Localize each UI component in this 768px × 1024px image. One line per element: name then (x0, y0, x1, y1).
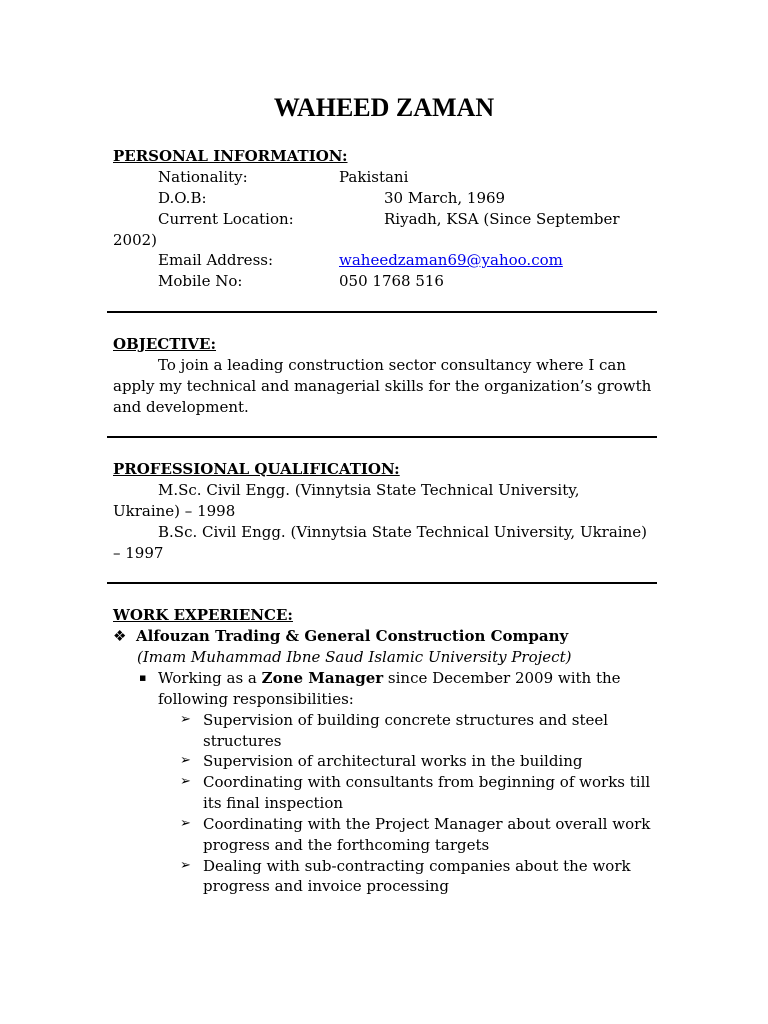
arrow-bullet-icon: ➢ (180, 858, 191, 873)
dob-value: 30 March, 1969 (384, 189, 506, 207)
email-label: Email Address: (158, 251, 274, 269)
objective-heading: OBJECTIVE: (113, 335, 217, 353)
responsibility-item: Coordinating with consultants from beginning of works till (203, 773, 651, 791)
company-name: Alfouzan Trading & General Construction Company (136, 627, 569, 645)
responsibility-item-continued: progress and invoice processing (203, 877, 449, 895)
role-title: Zone Manager (261, 669, 384, 687)
diamond-bullet-icon: ❖ (113, 627, 127, 645)
qualification-line: – 1997 (113, 544, 164, 562)
qualification-line: M.Sc. Civil Engg. (Vinnytsia State Technical University, (158, 481, 580, 499)
responsibility-item: Supervision of architectural works in the building (203, 752, 583, 770)
responsibility-item-continued: structures (203, 732, 282, 750)
location-value-continued: 2002) (113, 231, 158, 249)
qualification-line: Ukraine) – 1998 (113, 502, 236, 520)
qualification-line: B.Sc. Civil Engg. (Vinnytsia State Technical University, Ukraine) (158, 523, 647, 541)
responsibility-item: Dealing with sub-contracting companies about the work (203, 857, 631, 875)
role-line (158, 668, 621, 689)
arrow-bullet-icon: ➢ (180, 753, 191, 768)
section-divider (107, 436, 657, 438)
nationality-label: Nationality: (158, 168, 248, 186)
arrow-bullet-icon: ➢ (180, 774, 191, 789)
square-bullet-icon: ▪ (139, 671, 147, 684)
objective-line: apply my technical and managerial skills for the organization’s growth (113, 377, 652, 395)
project-name: (Imam Muhammad Ibne Saud Islamic University Project) (137, 648, 572, 666)
work-experience-heading: WORK EXPERIENCE: (113, 606, 293, 624)
responsibility-item-continued: progress and the forthcoming targets (203, 836, 490, 854)
mobile-label: Mobile No: (158, 272, 243, 290)
dob-label: D.O.B: (158, 189, 207, 207)
role-suffix: since December 2009 with the (383, 669, 621, 687)
arrow-bullet-icon: ➢ (180, 816, 191, 831)
email-link[interactable]: waheedzaman69@yahoo.com (339, 251, 563, 269)
location-value: Riyadh, KSA (Since September (384, 210, 620, 228)
role-line-continued: following responsibilities: (158, 690, 354, 708)
qualification-heading: PROFESSIONAL QUALIFICATION: (113, 460, 400, 478)
section-divider (107, 582, 657, 584)
location-label: Current Location: (158, 210, 294, 228)
candidate-name: WAHEED ZAMAN (273, 93, 495, 122)
objective-line: To join a leading construction sector consultancy where I can (158, 356, 627, 374)
role-prefix: Working as a (158, 669, 262, 687)
responsibility-item: Coordinating with the Project Manager about overall work (203, 815, 651, 833)
responsibility-item: Supervision of building concrete structures and steel (203, 711, 609, 729)
mobile-value: 050 1768 516 (339, 272, 444, 290)
nationality-value: Pakistani (339, 168, 409, 186)
objective-line: and development. (113, 398, 249, 416)
responsibility-item-continued: its final inspection (203, 794, 344, 812)
arrow-bullet-icon: ➢ (180, 712, 191, 727)
personal-info-heading: PERSONAL INFORMATION: (113, 147, 348, 165)
section-divider (107, 311, 657, 313)
